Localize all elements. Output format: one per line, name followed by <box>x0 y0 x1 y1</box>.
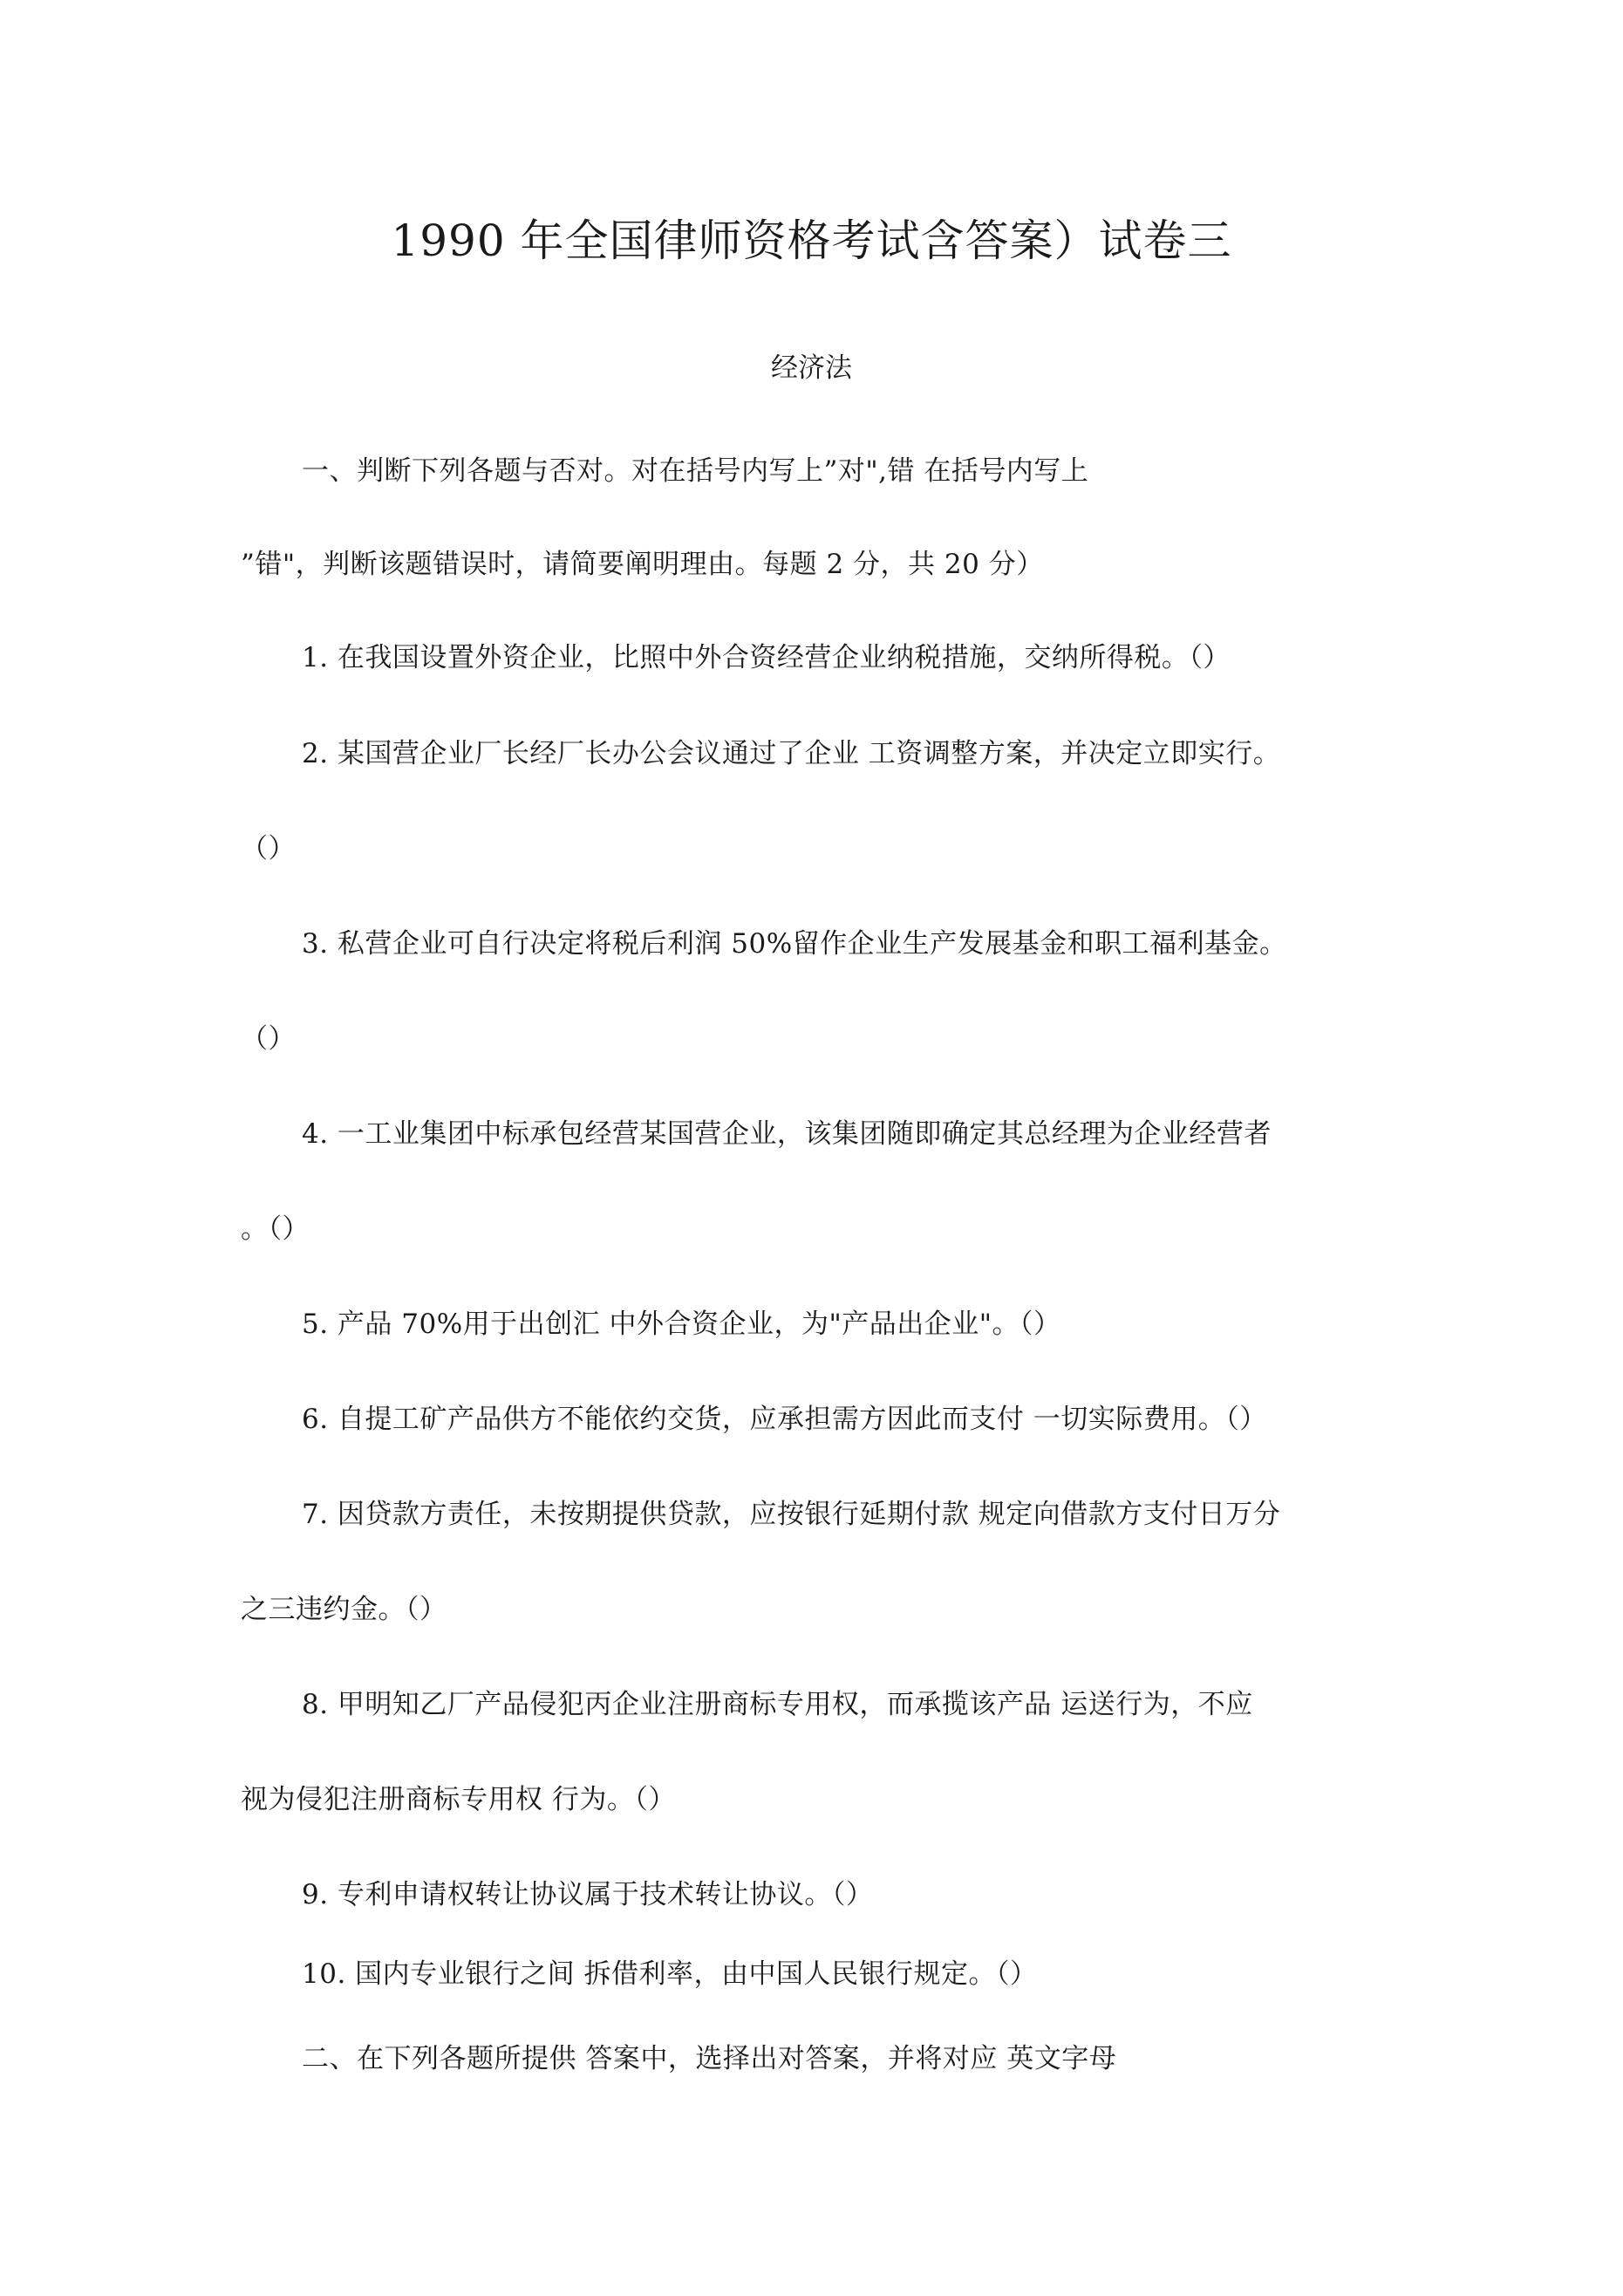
text-line: 6. 自提工矿产品供方不能依约交货，应承担需方因此而支付 一切实际费用。（） <box>302 1404 1267 1435</box>
text-line: 。（） <box>241 1213 310 1245</box>
text-line: 7. 因贷款方责任，未按期提供贷款，应按银行延期付款 规定向借款方支付日万分 <box>302 1499 1281 1530</box>
text-line: 10. 国内专业银行之间 拆借利率，由中国人民银行规定。（） <box>302 1958 1038 1990</box>
text-line: 一、判断下列各题与否对。对在括号内写上”对",错 在括号内写上 <box>302 455 1089 487</box>
text-line: （） <box>241 833 296 864</box>
text-line: 5. 产品 70%用于出创汇 中外合资企业，为"产品出企业"。（） <box>302 1309 1061 1340</box>
text-line: 之三违约金。（） <box>241 1594 447 1625</box>
text-line: 1. 在我国设置外资企业，比照中外合资经营企业纳税措施，交纳所得税。（） <box>302 642 1231 673</box>
text-line: 3. 私营企业可自行决定将税后利润 50%留作企业生产发展基金和职工福利基金。 <box>302 928 1287 960</box>
text-line: 2. 某国营企业厂长经厂长办公会议通过了企业 工资调整方案，并决定立即实行。 <box>302 738 1281 769</box>
text-line: 8. 甲明知乙厂产品侵犯丙企业注册商标专用权，而承揽该产品 运送行为，不应 <box>302 1689 1253 1720</box>
text-line: 视为侵犯注册商标专用权 行为。（） <box>241 1784 676 1815</box>
text-line: 二、在下列各题所提供 答案中，选择出对答案，并将对应 英文字母 <box>302 2043 1117 2074</box>
text-line: 9. 专利申请权转让协议属于技术转让协议。（） <box>302 1879 874 1910</box>
document-title: 1990 年全国律师资格考试含答案）试卷三 <box>391 215 1232 266</box>
text-line: 4. 一工业集团中标承包经营某国营企业，该集团随即确定其总经理为企业经营者 <box>302 1118 1272 1150</box>
text-line: ”错"，判断该题错误时，请简要阐明理由。每题 2 分，共 20 分） <box>241 549 1044 580</box>
section-title: 经济法 <box>771 352 852 384</box>
text-line: （） <box>241 1023 296 1055</box>
